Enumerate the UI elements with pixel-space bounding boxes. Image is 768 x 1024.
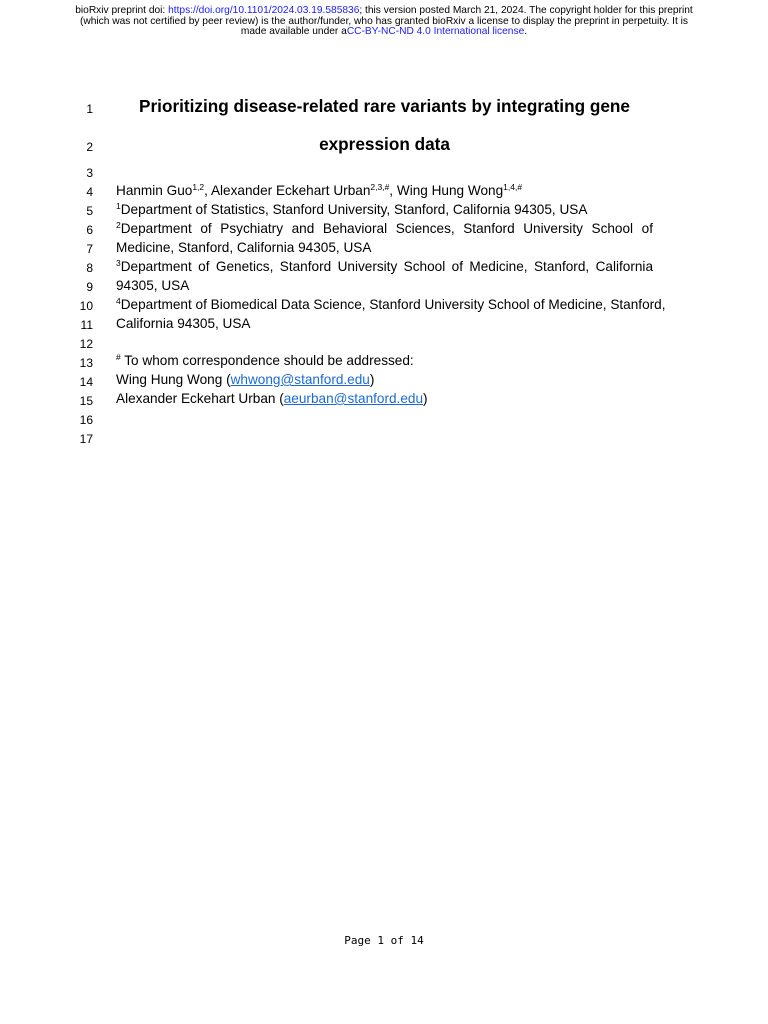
affiliation-text: Department of Psychiatry and Behavioral Sciences, Stanford University School of xyxy=(120,221,653,236)
line-number: 1 xyxy=(86,102,93,116)
contact-name: Alexander Eckehart Urban xyxy=(116,391,276,406)
author-name: Hanmin Guo xyxy=(116,183,193,198)
line-number: 14 xyxy=(79,375,93,389)
correspondence-heading xyxy=(116,353,653,369)
banner-version-text: ; this version posted March 21, 2024. The copyright holder for this preprint xyxy=(359,5,693,16)
author-affiliation-marker: 1,2 xyxy=(192,182,205,192)
affiliation-text: Department of Biomedical Data Science, Stanford University School of Medicine, Stanford, xyxy=(120,297,666,312)
banner-line-1 xyxy=(40,6,728,17)
correspondence-contact: Wing Hung Wong (whwong@stanford.edu) xyxy=(116,372,375,387)
correspondence-heading-text: To whom correspondence should be addressed: xyxy=(120,353,414,368)
paper-title-line-1: Prioritizing disease-related rare variants by integrating gene xyxy=(139,96,630,116)
affiliation-marker: 1 xyxy=(116,201,121,211)
banner-line-3 xyxy=(40,27,728,38)
banner-license-prefix: made available under a xyxy=(240,26,347,38)
page-total: 14 xyxy=(410,934,424,947)
line-number: 11 xyxy=(80,318,93,332)
line-number: 13 xyxy=(79,356,93,370)
banner-license-suffix: . xyxy=(524,26,528,38)
author-list xyxy=(116,183,653,199)
affiliation-2-line-2: Medicine, Stanford, California 94305, USA xyxy=(116,240,372,255)
doi-link[interactable]: https://doi.org/10.1101/2024.03.19.585836 xyxy=(168,5,360,16)
affiliation-2-line-1 xyxy=(116,221,653,237)
banner-line-2: (which was not certified by peer review) is the author/funder, who has granted bioRxiv a license to display the preprint in perpetuity. It is xyxy=(80,15,688,27)
page-footer xyxy=(0,934,768,947)
affiliation-4-line-2: California 94305, USA xyxy=(116,316,251,331)
preprint-banner xyxy=(40,6,728,38)
paper-title-line-2: expression data xyxy=(319,134,450,154)
author-affiliation-marker: 2,3,# xyxy=(370,182,390,192)
line-number: 8 xyxy=(86,261,93,275)
line-number: 16 xyxy=(79,413,93,427)
email-link[interactable]: whwong@stanford.edu xyxy=(230,372,370,387)
page-number: 1 xyxy=(377,934,384,947)
line-number: 10 xyxy=(79,299,93,313)
page-label: Page xyxy=(344,934,371,947)
banner-doi-prefix: bioRxiv preprint doi: xyxy=(75,5,169,16)
affiliation-3-line-2: 94305, USA xyxy=(116,278,190,293)
line-number: 3 xyxy=(86,166,93,180)
affiliation-marker: 3 xyxy=(116,258,121,268)
line-number: 6 xyxy=(86,223,93,237)
author-affiliation-marker: 1,4,# xyxy=(503,182,523,192)
affiliation-text: Department of Genetics, Stanford University School of Medicine, Stanford, California xyxy=(120,259,653,274)
page-of-label: of xyxy=(390,934,404,947)
email-link[interactable]: aeurban@stanford.edu xyxy=(283,391,424,406)
contact-name: Wing Hung Wong xyxy=(116,372,223,387)
line-number: 17 xyxy=(79,432,93,446)
line-number: 15 xyxy=(79,394,93,408)
affiliation-text: Department of Statistics, Stanford University, Stanford, California 94305, USA xyxy=(120,202,588,217)
affiliation-marker: 2 xyxy=(116,220,121,230)
line-number: 2 xyxy=(86,140,93,154)
line-number: 5 xyxy=(86,204,93,218)
line-number: 9 xyxy=(86,280,93,294)
line-number: 4 xyxy=(86,185,93,199)
author-separator: , xyxy=(204,183,211,198)
affiliation-1 xyxy=(116,202,653,218)
affiliation-3-line-1 xyxy=(116,259,653,275)
affiliation-4-line-1 xyxy=(116,296,666,313)
line-number: 12 xyxy=(79,337,93,351)
correspondence-marker: # xyxy=(116,352,121,362)
author-separator: , xyxy=(389,183,397,198)
author-name: Wing Hung Wong xyxy=(396,183,504,198)
correspondence-contact: Alexander Eckehart Urban (aeurban@stanford.edu) xyxy=(116,391,428,406)
affiliation-marker: 4 xyxy=(116,296,121,306)
author-name: Alexander Eckehart Urban xyxy=(210,183,371,198)
license-link[interactable]: CC-BY-NC-ND 4.0 International license xyxy=(346,26,525,38)
line-number: 7 xyxy=(86,242,93,256)
